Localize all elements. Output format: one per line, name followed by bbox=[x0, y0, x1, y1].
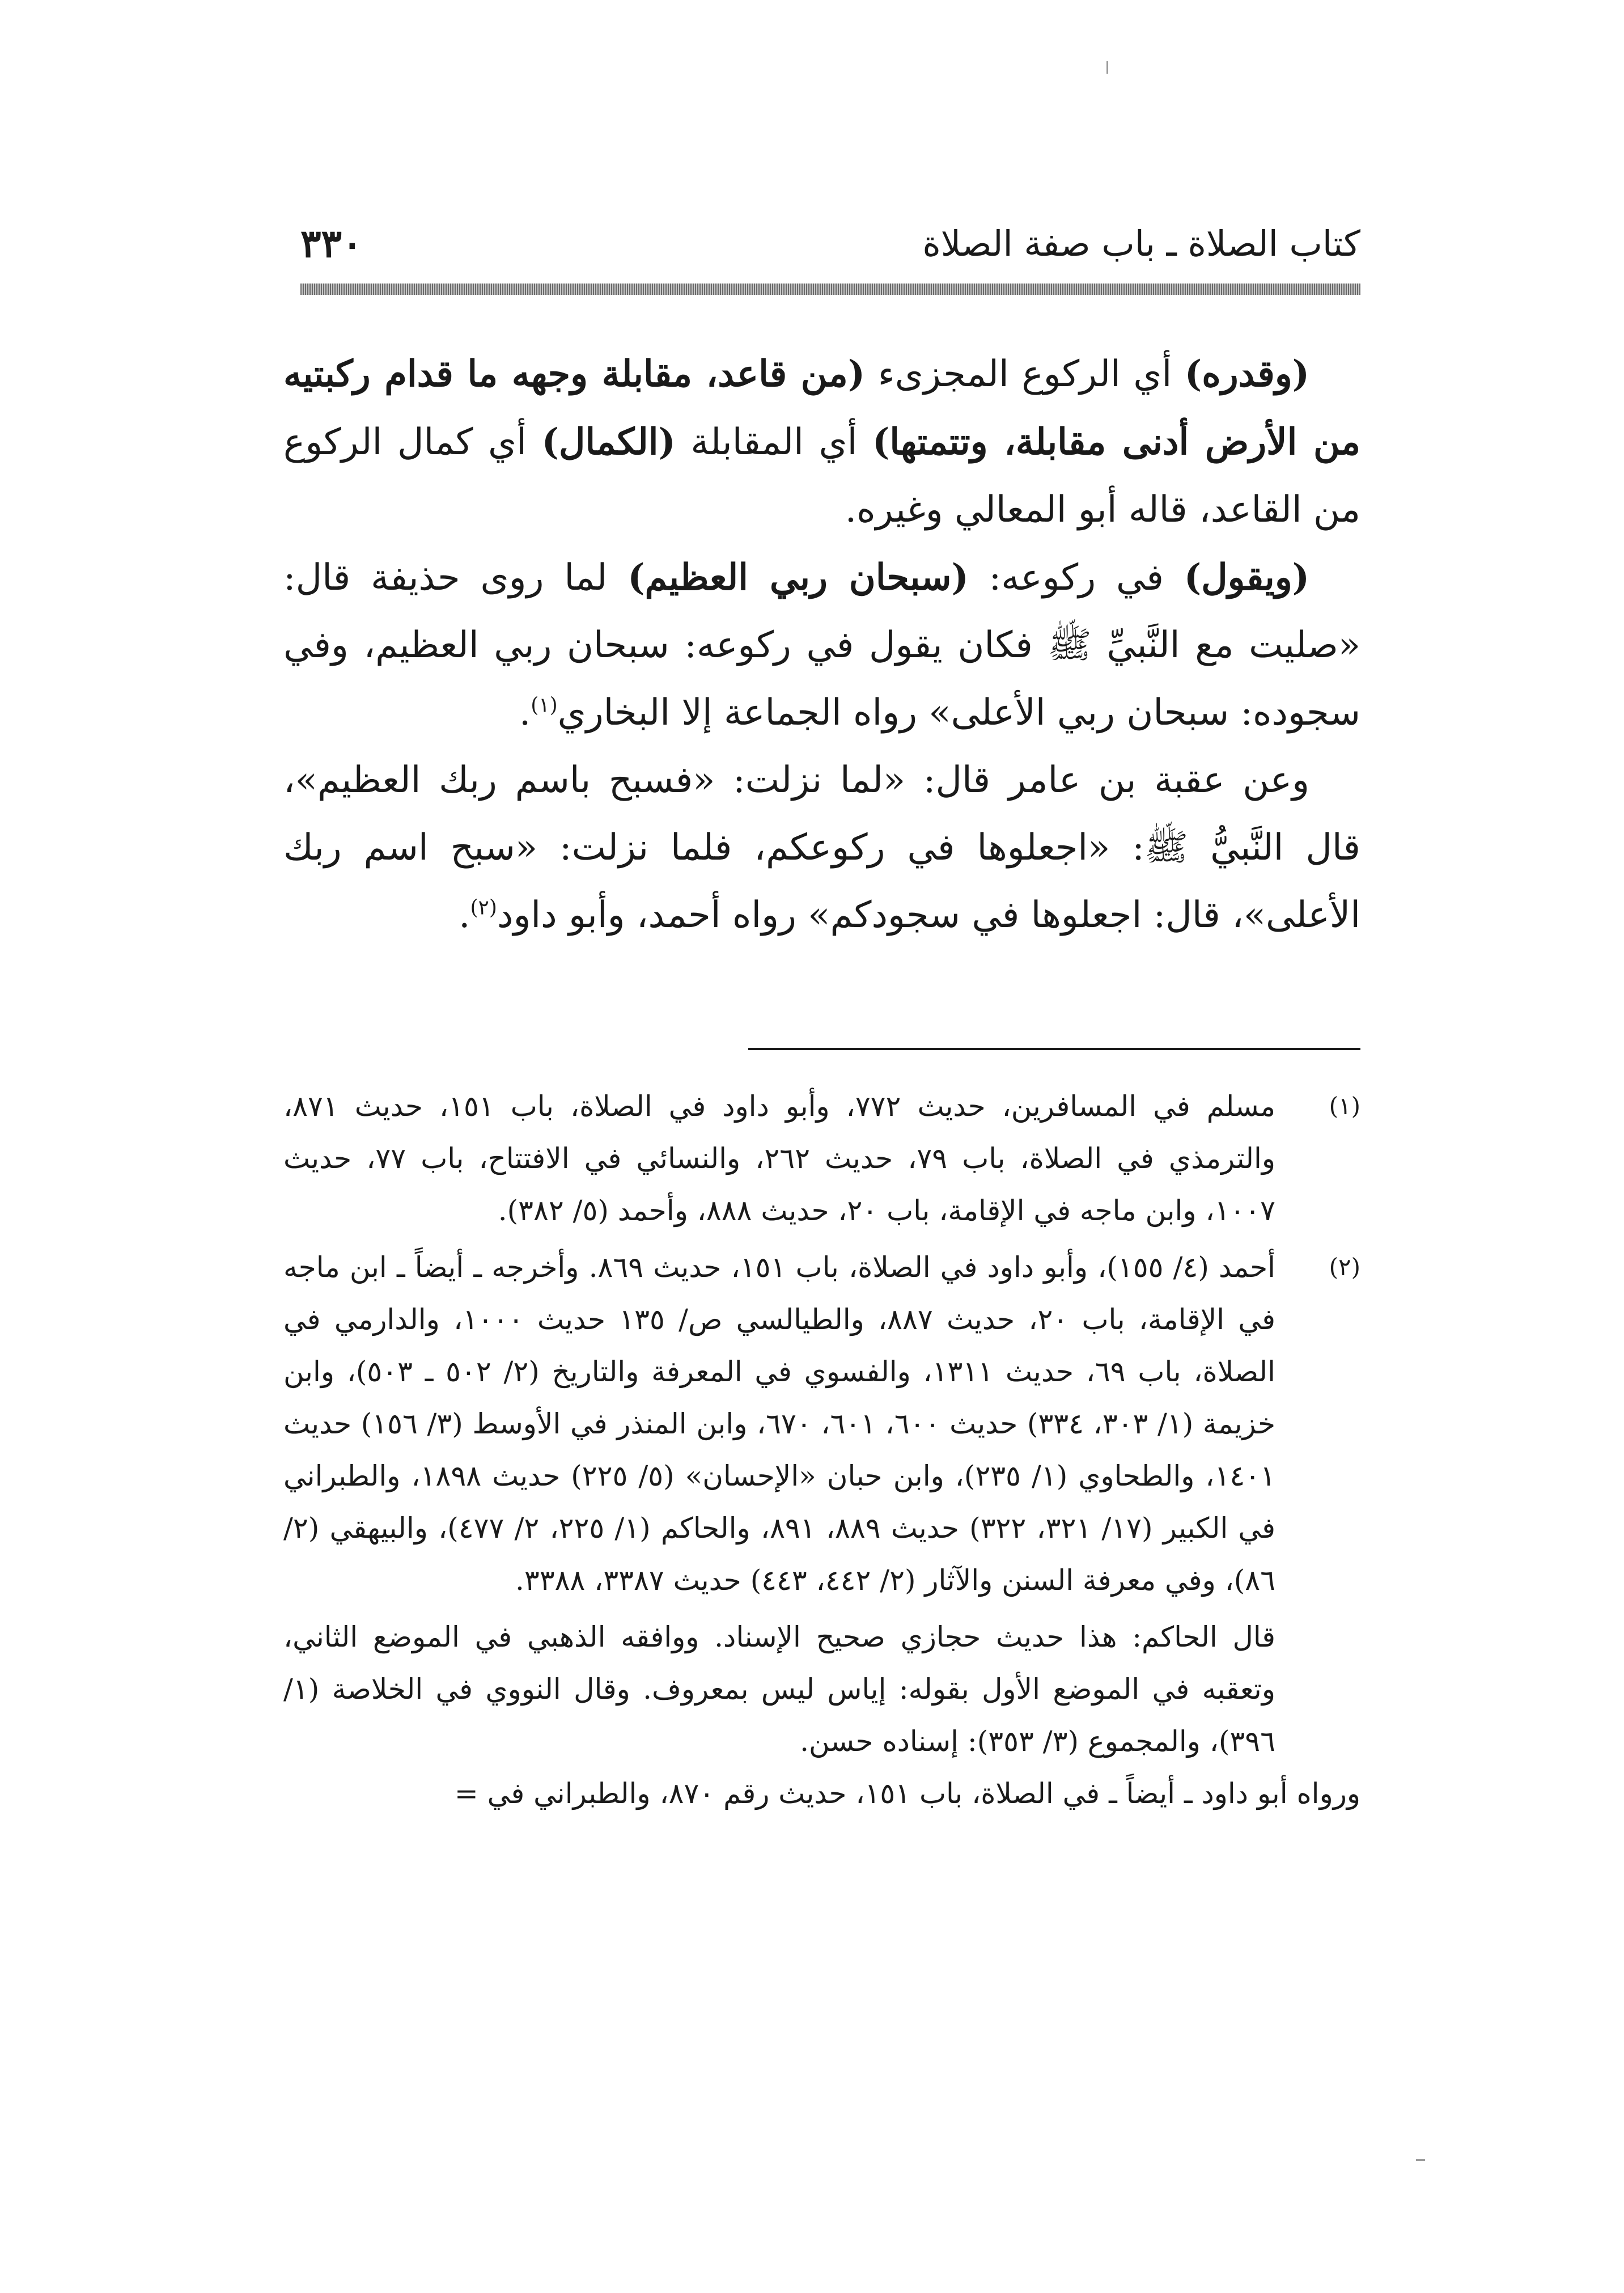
bold-term: (ويقول) bbox=[1184, 556, 1310, 599]
text-run: أي المقابلة bbox=[675, 421, 872, 463]
running-header bbox=[300, 218, 1360, 269]
footnote-ref-2[interactable]: (٢) bbox=[470, 896, 497, 920]
paragraph-3 bbox=[283, 747, 1360, 949]
footnote-2 bbox=[283, 1241, 1360, 1606]
scan-mark bbox=[1106, 61, 1108, 74]
footnote-ref-1[interactable]: (١) bbox=[531, 693, 558, 717]
bold-term: (الكمال) bbox=[541, 421, 676, 463]
footnote-2-comment: قال الحاكم: هذا حديث حجازي صحيح الإسناد. ووافقه الذهبي في الموضع الثاني، وتعقبه في الموضع الأول بقوله: إياس ليس بمعروف. وقال النووي في الخلاصة (١/ ٣٩٦)، والمجموع (٣/ ٣٥٣): إسناده حسن. bbox=[283, 1621, 1275, 1758]
bold-term: (سبحان ربي العظيم) bbox=[627, 556, 969, 599]
text-run: في ركوعه: bbox=[968, 557, 1184, 599]
text-run: أي الركوع المجزىء bbox=[865, 353, 1185, 395]
text-run: . bbox=[459, 894, 470, 936]
text-run: لما روى حذيفة قال: «صليت مع النَّبيِّ ﷺ فكان يقول في ركوعه: سبحان ربي العظيم، وفي سجوده: سبحان ربي الأعلى» رواه الجماعة إلا البخاري bbox=[283, 557, 1361, 734]
text-run: أي كمال الركوع من القاعد، قاله أبو المعالي وغيره. bbox=[283, 421, 1360, 531]
paragraph-2 bbox=[283, 544, 1360, 747]
text-run: وعن عقبة بن عامر قال: «لما نزلت: «فسبح باسم ربك العظيم»، قال النَّبيُّ ﷺ: «اجعلوها في ركوعكم، فلما نزلت: «سبح اسم ربك الأعلى»، قال: اجعلوها في سجودكم» رواه أحمد، وأبو داود bbox=[283, 759, 1361, 936]
footnote-number: (٢) bbox=[1329, 1253, 1360, 1281]
bold-term: (وقدره) bbox=[1184, 353, 1310, 395]
text-run: . bbox=[519, 692, 531, 734]
footnote-1 bbox=[283, 1080, 1360, 1237]
footnotes bbox=[283, 1080, 1360, 1820]
scan-mark bbox=[1416, 2159, 1425, 2161]
paragraph-1 bbox=[283, 340, 1360, 544]
footnote-2-continuation: ورواه أبو داود ـ أيضاً ـ في الصلاة، باب ١٥١، حديث رقم ٨٧٠، والطبراني في = bbox=[454, 1777, 1360, 1810]
bold-term: (من قاعد، مقابلة وجهه ما قدام ركبتيه من الأرض أدنى مقابلة، وتتمتها) bbox=[283, 353, 1361, 463]
footnote-number: (١) bbox=[1329, 1092, 1360, 1120]
footnote-text: مسلم في المسافرين، حديث ٧٧٢، وأبو داود في الصلاة، باب ١٥١، حديث ٨٧١، والترمذي في الصلاة، باب ٧٩، حديث ٢٦٢، والنسائي في الافتتاح، باب ٧٧، حديث ١٠٠٧، وابن ماجه في الإقامة، باب ٢٠، حديث ٨٨٨، وأحمد (٥/ ٣٨٢). bbox=[283, 1090, 1275, 1227]
page-number: ٣٣٠ bbox=[300, 221, 363, 266]
main-text bbox=[283, 340, 1360, 949]
chapter-title: كتاب الصلاة ـ باب صفة الصلاة bbox=[922, 223, 1360, 264]
header-rule bbox=[300, 284, 1360, 295]
footnote-text: أحمد (٤/ ١٥٥)، وأبو داود في الصلاة، باب ١٥١، حديث ٨٦٩. وأخرجه ـ أيضاً ـ ابن ماجه في الإقامة، باب ٢٠، حديث ٨٨٧، والطيالسي ص/ ١٣٥ حديث ١٠٠٠، والدارمي في الصلاة، باب ٦٩، حديث ١٣١١، والفسوي في المعرفة والتاريخ (٢/ ٥٠٢ ـ ٥٠٣)، وابن خزيمة (١/ ٣٠٣، ٣٣٤) حديث ٦٠٠، ٦٠١، ٦٧٠، وابن المنذر في الأوسط (٣/ ١٥٦) حديث ١٤٠١، والطحاوي (١/ ٢٣٥)، وابن حبان «الإحسان» (٥/ ٢٢٥) حديث ١٨٩٨، والطبراني في الكبير (١٧/ ٣٢١، ٣٢٢) حديث ٨٨٩، ٨٩١، والحاكم (١/ ٢٢٥، ٢/ ٤٧٧)، والبيهقي (٢/ ٨٦)، وفي معرفة السنن والآثار (٢/ ٤٤٢، ٤٤٣) حديث ٣٣٨٧، ٣٣٨٨. bbox=[283, 1251, 1276, 1597]
footnote-separator bbox=[748, 1048, 1360, 1050]
